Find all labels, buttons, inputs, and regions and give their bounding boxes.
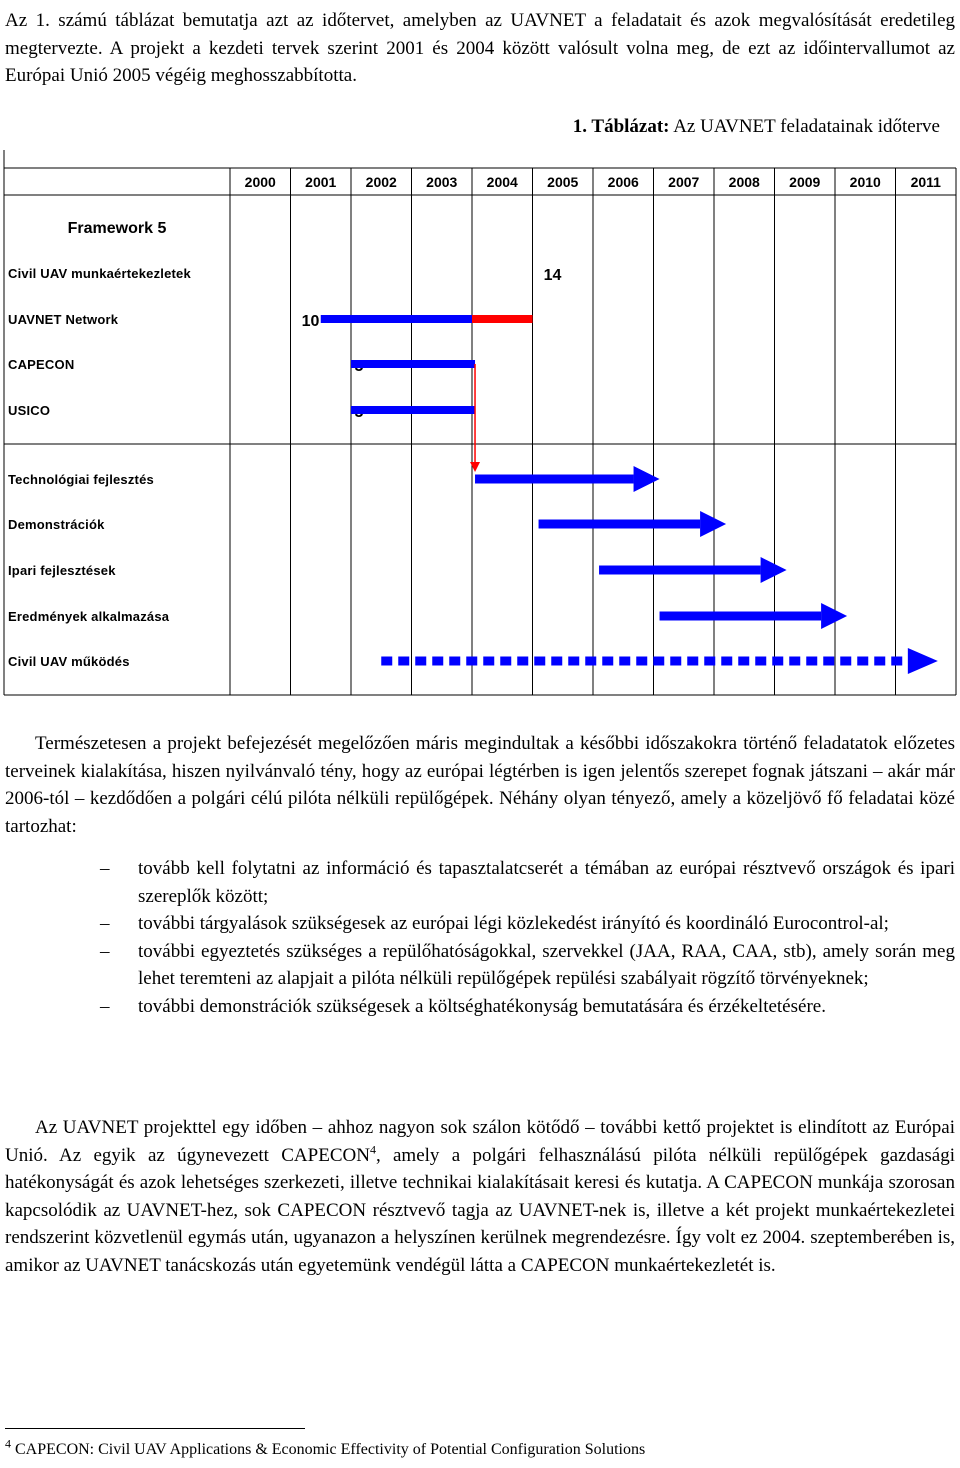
footnote bbox=[5, 1436, 646, 1460]
bullet-dash: – bbox=[100, 913, 110, 934]
body-paragraph-1: Természetesen a projekt befejezését megelőzően máris megindultak a későbbi időszakokra történő feladatatok előzetes terveinek kialakítása, hiszen nyilvánvaló tény, hogy az európai légtérben is igen jelentős szerepet fognak játszani – akár már 2006-tól – kezdődően a polgári célú pilóta nélküli repülőgépek. Néhány olyan tényező, amely a közeljövő fő feladatai közé tartozhat: bbox=[5, 733, 955, 837]
timeline-bar bbox=[599, 566, 761, 575]
table-caption bbox=[573, 116, 940, 138]
row-label: Technológiai fejlesztés bbox=[8, 472, 154, 487]
bullet-text: további tárgyalások szükségesek az európai légi közlekedést irányító és koordináló Eurocontrol-al; bbox=[138, 913, 889, 934]
timeline-dash bbox=[687, 657, 698, 666]
footnote-ref[interactable]: 4 bbox=[369, 1142, 376, 1157]
timeline-dash bbox=[789, 657, 800, 666]
timeline-dash bbox=[721, 657, 732, 666]
year-tick-label: 2008 bbox=[728, 174, 760, 190]
row-label: Demonstrációk bbox=[8, 517, 105, 532]
bullet-dash: – bbox=[100, 858, 110, 879]
timeline-bar bbox=[351, 406, 475, 414]
timeline-dash bbox=[398, 657, 409, 666]
bullet-item bbox=[0, 938, 960, 993]
bullet-text: további egyeztetés szükséges a repülőhatóságokkal, szervekkel (JAA, RAA, CAA, stb), amely során meg lehet teremteni az alapjait a pilóta nélküli repülőgépek repülési szabályait rögzítő törvényeknek; bbox=[138, 940, 955, 989]
timeline-bar bbox=[351, 360, 475, 368]
timeline-dash bbox=[874, 657, 885, 666]
footnote-divider bbox=[5, 1428, 305, 1429]
year-tick-label: 2007 bbox=[668, 174, 700, 190]
arrow-head bbox=[700, 511, 726, 537]
arrow-head bbox=[761, 557, 787, 583]
row-annotation: 14 bbox=[543, 267, 562, 284]
timeline-dash bbox=[670, 657, 681, 666]
timeline-dash bbox=[840, 657, 851, 666]
timeline-dash bbox=[602, 657, 613, 666]
year-tick-label: 2006 bbox=[607, 174, 639, 190]
timeline-bar bbox=[321, 315, 472, 323]
footnote-number: 4 bbox=[5, 1436, 11, 1451]
timeline-bar bbox=[539, 520, 701, 529]
table-caption-label: 1. Táblázat: bbox=[572, 116, 670, 137]
row-label: Civil UAV működés bbox=[8, 654, 130, 669]
timeline-bar bbox=[475, 475, 634, 484]
timeline-dash bbox=[432, 657, 443, 666]
bullet-text: további demonstrációk szükségesek a költséghatékonyság bemutatására és érzékeltetésére. bbox=[138, 995, 826, 1017]
timeline-dash bbox=[619, 657, 630, 666]
timeline-dash bbox=[738, 657, 749, 666]
arrow-head bbox=[821, 603, 847, 629]
year-tick-label: 2004 bbox=[486, 174, 518, 190]
timeline-dash bbox=[500, 657, 511, 666]
year-tick-label: 2011 bbox=[910, 174, 941, 190]
row-label: Eredmények alkalmazása bbox=[8, 609, 170, 624]
row-label: UAVNET Network bbox=[8, 312, 119, 327]
timeline-dash bbox=[704, 657, 715, 666]
footnote-text: CAPECON: Civil UAV Applications & Economic Effectivity of Potential Configuration Solutions bbox=[15, 1441, 646, 1458]
year-tick-label: 2001 bbox=[305, 174, 337, 190]
year-tick-label: 2005 bbox=[547, 174, 579, 190]
timeline-dash bbox=[415, 657, 426, 666]
year-tick-label: 2000 bbox=[244, 174, 276, 190]
timeline-dash bbox=[551, 657, 562, 666]
year-tick-label: 2002 bbox=[365, 174, 397, 190]
timeline-dash bbox=[381, 657, 392, 666]
year-tick-label: 2010 bbox=[849, 174, 881, 190]
task-bullet-list bbox=[0, 855, 960, 1020]
timeline-dash bbox=[483, 657, 494, 666]
bullet-item bbox=[0, 910, 960, 938]
timeline-dash bbox=[772, 657, 783, 666]
bullet-item bbox=[0, 855, 960, 910]
arrow-head bbox=[908, 648, 938, 674]
timeline-dash bbox=[466, 657, 477, 666]
table-caption-title: Az UAVNET feladatainak időterve bbox=[673, 116, 940, 137]
timeline-dash bbox=[857, 657, 868, 666]
body-paragraph-2-part2: , amely a polgári felhasználású pilóta nélküli repülőgépek gazdasági hatékonyságát és azok lehetséges szerkezeti, illetve technikai kialakításait keresi és kutatja. A CAPECON munkája szorosan kapcsolódik az UAVNET-hez, sok CAPECON résztvevő tagja az UAVNET-nek is, illetve a két projekt munkaértekezletei rendszerint közvetlenül egymás után, ugyanazon a helyszínen kerülnek megrendezésre. Így volt ez 2004. szeptemberében is, amikor az UAVNET tanácskozás után egyetemünk vendégül látta a CAPECON munkaértekezletét is. bbox=[5, 1144, 955, 1276]
timeline-bar bbox=[472, 315, 533, 323]
year-tick-label: 2003 bbox=[426, 174, 458, 190]
timeline-dash bbox=[806, 657, 817, 666]
timeline-dash bbox=[585, 657, 596, 666]
timeline-dash bbox=[653, 657, 664, 666]
year-tick-label: 2009 bbox=[789, 174, 821, 190]
arrow-head bbox=[634, 466, 660, 492]
timeline-dash bbox=[891, 657, 902, 666]
body-paragraph-2-part1: Az UAVNET projekttel egy időben – ahhoz nagyon sok szálon kötődő – további kettő projektet is elindított az Európai Unió. Az egyik az úgynevezett CAPECON bbox=[5, 1117, 955, 1166]
row-label: Ipari fejlesztések bbox=[8, 563, 116, 578]
row-label: Framework 5 bbox=[67, 220, 167, 237]
timeline-dash bbox=[517, 657, 528, 666]
row-label: Civil UAV munkaértekezletek bbox=[8, 266, 191, 281]
bullet-dash: – bbox=[100, 940, 110, 962]
timeline-dash bbox=[534, 657, 545, 666]
row-label: USICO bbox=[8, 403, 51, 418]
row-label: CAPECON bbox=[8, 357, 75, 372]
bullet-dash: – bbox=[100, 995, 110, 1017]
row-annotation: 10 bbox=[301, 313, 320, 330]
timeline-dash bbox=[449, 657, 460, 666]
timeline-dash bbox=[568, 657, 579, 666]
bullet-item bbox=[0, 993, 960, 1021]
timeline-dash bbox=[823, 657, 834, 666]
body-paragraph-2 bbox=[5, 1114, 955, 1279]
intro-paragraph: Az 1. számú táblázat bemutatja azt az időtervet, amelyben az UAVNET a feladatait és azok megvalósítását eredetileg megtervezte. A projekt a kezdeti tervek szerint 2001 és 2004 között valósult volna meg, de ezt az időintervallumot az Európai Unió 2005 végéig meghosszabbította. bbox=[5, 10, 955, 86]
bullet-text: tovább kell folytatni az információ és tapasztalatcserét a témában az európai résztvevő országok és ipari szereplők között; bbox=[138, 858, 955, 907]
timeline-bar bbox=[660, 612, 822, 621]
timeline-dash bbox=[636, 657, 647, 666]
timeline-gantt-chart bbox=[0, 150, 960, 700]
timeline-dash bbox=[755, 657, 766, 666]
